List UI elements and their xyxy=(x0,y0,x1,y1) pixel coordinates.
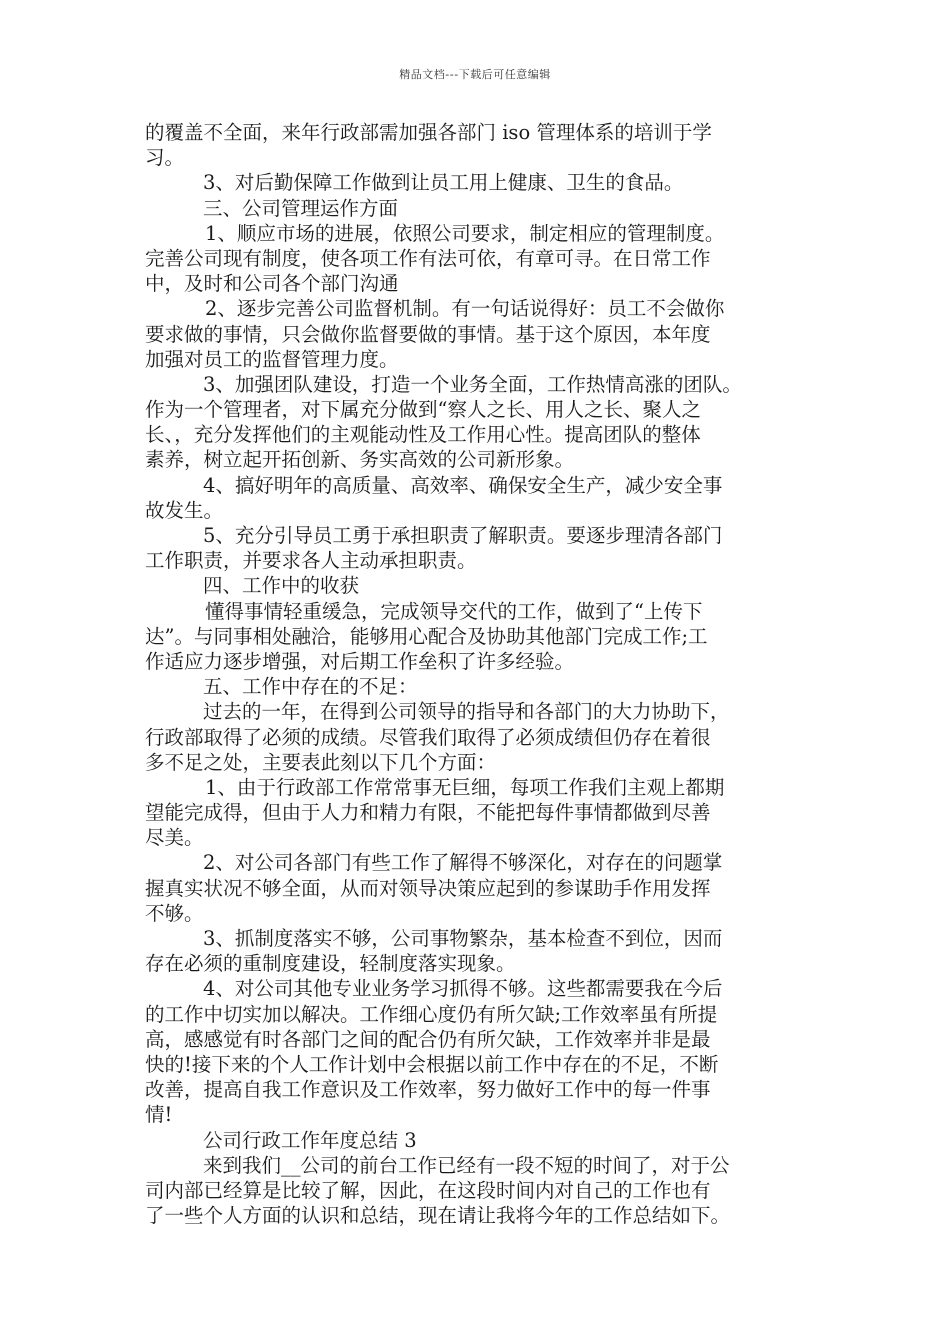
text-line: 的覆盖不全面，来年行政部需加强各部门 iso 管理体系的培训于学 xyxy=(145,121,712,144)
text-line: 过去的一年，在得到公司领导的指导和各部门的大力协助下， xyxy=(203,700,730,724)
text-line: 望能完成得，但由于人力和精力有限，不能把每件事情都做到尽善 xyxy=(145,801,711,825)
text-line: 不够。 xyxy=(145,901,204,925)
text-line: 存在必须的重制度建设，轻制度落实现象。 xyxy=(145,952,516,976)
text-line: 司内部已经算是比较了解，因此，在这段时间内对自己的工作也有 xyxy=(145,1178,711,1202)
text-line: 四、工作中的收获 xyxy=(203,574,360,598)
text-line: 握真实状况不够全面，从而对领导决策应起到的参谋助手作用发挥 xyxy=(145,876,711,900)
text-line: 故发生。 xyxy=(145,498,224,522)
text-line: 三、公司管理运作方面 xyxy=(203,196,399,220)
text-line: 3、抓制度落实不够，公司事物繁杂，基本检查不到位，因而 xyxy=(203,927,723,950)
text-line: 懂得事情轻重缓急，完成领导交代的工作，做到了“上传下 xyxy=(205,599,703,623)
page-header: 精品文档---下载后可任意编辑 xyxy=(399,68,551,81)
text-line: 快的!接下来的个人工作计划中会根据以前工作中存在的不足，不断 xyxy=(145,1052,719,1076)
text-line: 行政部取得了必须的成绩。尽管我们取得了必须成绩但仍存在着很 xyxy=(145,725,711,749)
text-line: 达”。与同事相处融洽，能够用心配合及协助其他部门完成工作;工 xyxy=(145,624,708,648)
text-line: 5、充分引导员工勇于承担职责了解职责。要逐步理清各部门 xyxy=(203,524,723,547)
text-line: 4、对公司其他专业业务学习抓得不够。这些都需要我在今后 xyxy=(203,977,723,1001)
text-line: 完善公司现有制度，使各项工作有法可依，有章可寻。在日常工作 xyxy=(145,246,711,270)
text-line: 中，及时和公司各个部门沟通 xyxy=(145,272,399,296)
text-line: 作适应力逐步增强，对后期工作垒积了许多经验。 xyxy=(145,649,575,673)
text-line: 素养，树立起开拓创新、务实高效的公司新形象。 xyxy=(145,448,575,472)
text-line: 2、对公司各部门有些工作了解得不够深化，对存在的问题掌 xyxy=(203,851,723,875)
document-body xyxy=(145,120,835,1228)
text-line: 习。 xyxy=(145,146,185,170)
text-line: 作为一个管理者，对下属充分做到“察人之长、用人之长、聚人之 xyxy=(145,398,701,422)
text-line: 要求做的事情，只会做你监督要做的事情。基于这个原因，本年度 xyxy=(145,322,711,346)
text-line: 公司行政工作年度总结 3 xyxy=(203,1128,417,1152)
text-line: 的工作中切实加以解决。工作细心度仍有所欠缺;工作效率虽有所提 xyxy=(145,1002,718,1026)
text-line: 3、对后勤保障工作做到让员工用上健康、卫生的食品。 xyxy=(203,171,684,195)
text-line: 长、，充分发挥他们的主观能动性及工作用心性。提高团队的整体 xyxy=(145,423,701,447)
text-line: 尽美。 xyxy=(145,826,204,850)
text-line: 加强对员工的监督管理力度。 xyxy=(145,347,399,371)
text-line: 1、顺应市场的进展，依照公司要求，制定相应的管理制度。 xyxy=(205,221,725,245)
text-line: 2、逐步完善公司监督机制。有一句话说得好：员工不会做你 xyxy=(205,297,725,321)
text-line: 改善，提高自我工作意识及工作效率，努力做好工作中的每一件事 xyxy=(145,1078,711,1102)
text-line: 五、工作中存在的不足： xyxy=(203,675,418,699)
text-line: 多不足之处，主要表此刻以下几个方面： xyxy=(145,750,497,774)
text-line: 工作职责，并要求各人主动承担职责。 xyxy=(145,549,477,573)
text-line: 来到我们__公司的前台工作已经有一段不短的时间了，对于公 xyxy=(203,1153,730,1177)
text-line: 情! xyxy=(145,1103,173,1127)
text-line: 3、加强团队建设，打造一个业务全面，工作热情高涨的团队。 xyxy=(203,372,742,396)
text-line: 1、由于行政部工作常常事无巨细，每项工作我们主观上都期 xyxy=(205,775,725,799)
text-line: 了一些个人方面的认识和总结，现在请让我将今年的工作总结如下。 xyxy=(145,1204,731,1228)
text-line: 4、搞好明年的高质量、高效率、确保安全生产，减少安全事 xyxy=(203,473,723,497)
text-line: 高，感感觉有时各部门之间的配合仍有所欠缺，工作效率并非是最 xyxy=(145,1027,711,1051)
